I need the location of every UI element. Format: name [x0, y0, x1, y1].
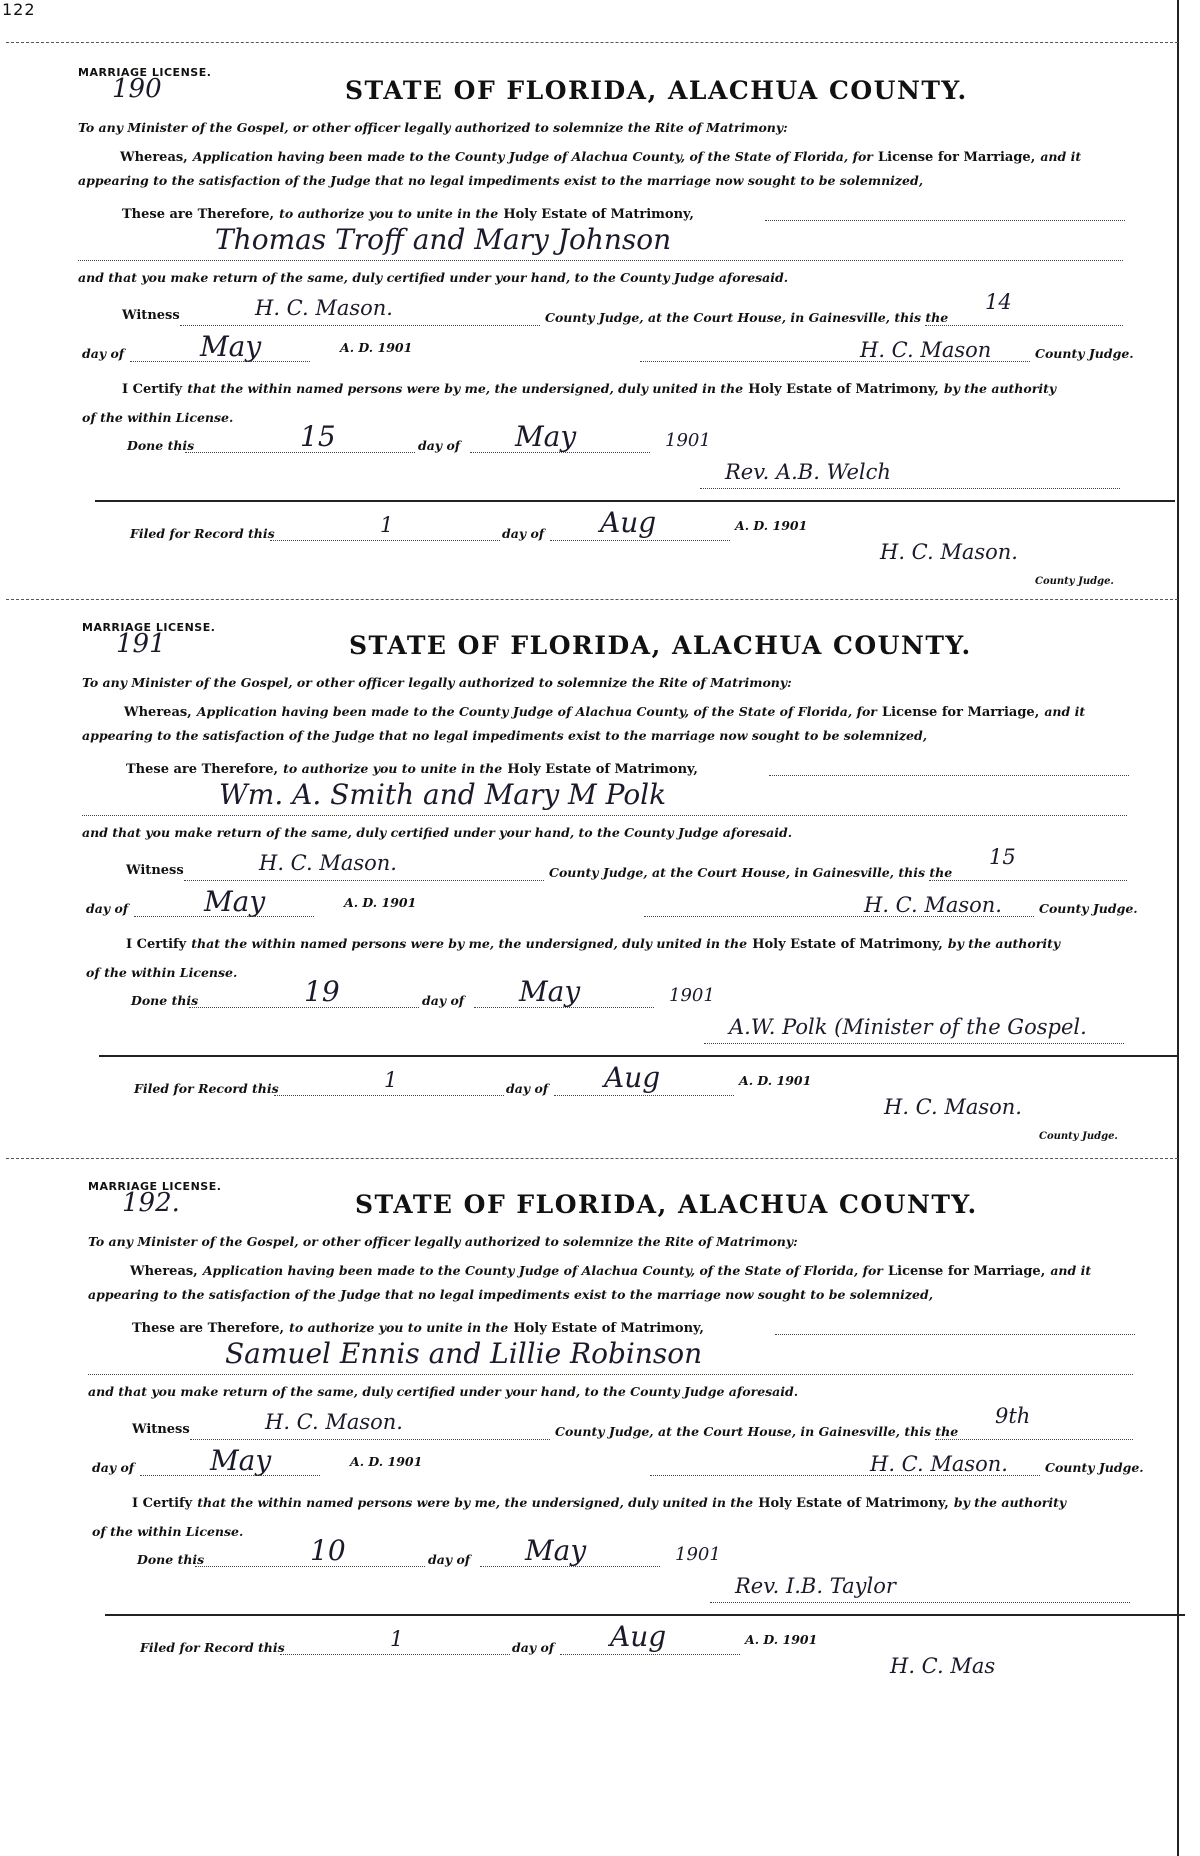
license-header-label: MARRIAGE LICENSE.	[82, 621, 216, 634]
holy-estate-2: Holy Estate of Matrimony,	[748, 382, 939, 397]
names-line	[78, 260, 1123, 261]
address-line: To any Minister of the Gospel, or other officer legally authorized to solemnize the Rite of Matrimony:	[88, 1234, 798, 1249]
license-header-label: MARRIAGE LICENSE.	[78, 66, 212, 79]
address-line: To any Minister of the Gospel, or other officer legally authorized to solemnize the Rite of Matrimony:	[78, 120, 788, 135]
of-within-license: of the within License.	[92, 1524, 244, 1539]
certify-word: I Certify	[132, 1496, 193, 1511]
county-judge-court: County Judge, at the Court House, in Gainesville, this the	[545, 310, 949, 325]
filed-day: 1	[384, 1068, 398, 1092]
certify-text: that the within named persons were by me, the undersigned, duly united in the	[191, 936, 748, 951]
license-number: 191	[116, 629, 166, 659]
done-year: 1901	[675, 1544, 721, 1565]
appearing-line: appearing to the satisfaction of the Judge that no legal impediments exist to the marriage now sought to be solemnized,	[82, 728, 928, 743]
filed-label: Filed for Record this	[130, 526, 275, 541]
license-title: STATE OF FLORIDA, ALACHUA COUNTY.	[349, 631, 972, 660]
and-it: and it	[1050, 1263, 1092, 1278]
done-day-of: day of	[428, 1552, 471, 1567]
judge-sig-line	[650, 1475, 1040, 1476]
done-day: 10	[310, 1534, 346, 1567]
judge-signature: H. C. Mason.	[870, 1452, 1008, 1476]
license-number: 192.	[122, 1188, 180, 1218]
filed-day-of: day of	[502, 526, 545, 541]
filed-month: Aug	[610, 1620, 667, 1653]
judge-signature: H. C. Mason.	[864, 893, 1002, 917]
certify-text: that the within named persons were by me, the undersigned, duly united in the	[197, 1495, 754, 1510]
done-year: 1901	[669, 985, 715, 1006]
license-month: May	[200, 330, 262, 363]
day-of-label: day of	[86, 901, 129, 916]
judge-signature: H. C. Mason	[860, 338, 992, 362]
holy-estate-2: Holy Estate of Matrimony,	[752, 937, 943, 952]
couple-names: Thomas Troff and Mary Johnson	[215, 223, 672, 256]
month-line	[140, 1475, 320, 1476]
day-line	[935, 1439, 1133, 1440]
filed-label: Filed for Record this	[140, 1640, 285, 1655]
ad-year: A. D. 1901	[350, 1454, 423, 1469]
return-line: and that you make return of the same, duly certified under your hand, to the County Judge aforesaid.	[82, 825, 793, 840]
license-title: STATE OF FLORIDA, ALACHUA COUNTY.	[345, 76, 968, 105]
filed-day-of: day of	[506, 1081, 549, 1096]
filed-county-judge: County Judge.	[1039, 1131, 1118, 1142]
appearing-line: appearing to the satisfaction of the Judge that no legal impediments exist to the marriage now sought to be solemnized,	[88, 1287, 934, 1302]
filed-day: 1	[390, 1627, 404, 1651]
day-of-label: day of	[92, 1460, 135, 1475]
certify-line	[132, 1492, 1066, 1511]
names-line	[82, 815, 1127, 816]
authorize-line	[132, 1317, 704, 1336]
license-for-marriage: License for Marriage,	[881, 705, 1040, 720]
witness-label: Witness	[122, 308, 180, 323]
filed-separator	[99, 1055, 1179, 1057]
filed-month-line	[550, 540, 730, 541]
authorize-text: to authorize you to unite in the	[289, 1320, 509, 1335]
holy-estate: Holy Estate of Matrimony,	[513, 1321, 704, 1336]
couple-names: Wm. A. Smith and Mary M Polk	[219, 778, 667, 811]
filed-separator	[105, 1614, 1185, 1616]
day-number: 9th	[995, 1404, 1031, 1428]
authorize-line	[126, 758, 698, 777]
of-within-license: of the within License.	[82, 410, 234, 425]
certify-line	[126, 933, 1060, 952]
whereas-line	[120, 146, 1081, 165]
whereas-line	[124, 701, 1085, 720]
officiant-line	[700, 488, 1120, 489]
filed-day-line	[280, 1654, 510, 1655]
month-line	[134, 916, 314, 917]
done-day-of: day of	[418, 438, 461, 453]
done-day: 15	[300, 420, 336, 453]
day-number: 14	[985, 290, 1012, 314]
done-this-label: Done this	[137, 1552, 205, 1567]
marriage-license	[4, 603, 1200, 1199]
these-are-therefore: These are Therefore,	[132, 1321, 285, 1336]
license-number: 190	[112, 74, 162, 104]
whereas-word: Whereas,	[130, 1264, 198, 1279]
filed-day-of: day of	[512, 1640, 555, 1655]
filed-signature: H. C. Mason.	[884, 1095, 1022, 1119]
return-line: and that you make return of the same, duly certified under your hand, to the County Judge aforesaid.	[78, 270, 789, 285]
officiant-line	[704, 1043, 1124, 1044]
day-line	[929, 880, 1127, 881]
done-month: May	[519, 975, 581, 1008]
certify-text: that the within named persons were by me, the undersigned, duly united in the	[187, 381, 744, 396]
witness-name: H. C. Mason.	[255, 296, 393, 320]
certify-word: I Certify	[126, 937, 187, 952]
filed-ad: A. D. 1901	[735, 518, 808, 533]
filed-day-line	[270, 540, 500, 541]
judge-sig-line	[640, 361, 1030, 362]
couple-names: Samuel Ennis and Lillie Robinson	[225, 1337, 703, 1370]
certify-line	[122, 378, 1056, 397]
witness-label: Witness	[132, 1422, 190, 1437]
filed-county-judge: County Judge.	[1035, 576, 1114, 587]
authorize-fill-line	[765, 220, 1125, 221]
done-this-label: Done this	[127, 438, 195, 453]
holy-estate: Holy Estate of Matrimony,	[507, 762, 698, 777]
done-year: 1901	[665, 430, 711, 451]
whereas-text: Application having been made to the County Judge of Alachua County, of the State of Florida, for	[202, 1263, 883, 1278]
these-are-therefore: These are Therefore,	[122, 207, 275, 222]
whereas-text: Application having been made to the County Judge of Alachua County, of the State of Florida, for	[196, 704, 877, 719]
holy-estate: Holy Estate of Matrimony,	[503, 207, 694, 222]
return-line: and that you make return of the same, duly certified under your hand, to the County Judge aforesaid.	[88, 1384, 799, 1399]
ad-year: A. D. 1901	[340, 340, 413, 355]
page-number: 122	[2, 0, 36, 19]
witness-name: H. C. Mason.	[259, 851, 397, 875]
authorize-text: to authorize you to unite in the	[279, 206, 499, 221]
witness-label: Witness	[126, 863, 184, 878]
done-day-of: day of	[422, 993, 465, 1008]
marriage-license	[0, 48, 1200, 644]
county-judge-label: County Judge.	[1045, 1460, 1144, 1475]
appearing-line: appearing to the satisfaction of the Judge that no legal impediments exist to the marriage now sought to be solemnized,	[78, 173, 924, 188]
ad-year: A. D. 1901	[344, 895, 417, 910]
whereas-word: Whereas,	[124, 705, 192, 720]
filed-month: Aug	[600, 506, 657, 539]
day-line	[925, 325, 1123, 326]
officiant-line	[710, 1602, 1130, 1603]
done-this-label: Done this	[131, 993, 199, 1008]
done-month-line	[470, 452, 650, 453]
witness-line	[184, 880, 544, 881]
address-line: To any Minister of the Gospel, or other officer legally authorized to solemnize the Rite of Matrimony:	[82, 675, 792, 690]
done-day-line	[185, 452, 415, 453]
and-it: and it	[1040, 149, 1082, 164]
whereas-line	[130, 1260, 1091, 1279]
county-judge-court: County Judge, at the Court House, in Gainesville, this the	[549, 865, 953, 880]
authorize-text: to authorize you to unite in the	[283, 761, 503, 776]
filed-signature: H. C. Mas	[890, 1654, 996, 1678]
officiant-signature: Rev. A.B. Welch	[725, 460, 891, 484]
filed-month-line	[554, 1095, 734, 1096]
officiant-signature: A.W. Polk (Minister of the Gospel.	[729, 1015, 1087, 1039]
authorize-line	[122, 203, 694, 222]
license-for-marriage: License for Marriage,	[887, 1264, 1046, 1279]
day-of-label: day of	[82, 346, 125, 361]
by-authority: by the authority	[943, 381, 1057, 396]
done-month: May	[515, 420, 577, 453]
authorize-fill-line	[775, 1334, 1135, 1335]
filed-signature: H. C. Mason.	[880, 540, 1018, 564]
license-title: STATE OF FLORIDA, ALACHUA COUNTY.	[355, 1190, 978, 1219]
these-are-therefore: These are Therefore,	[126, 762, 279, 777]
month-line	[130, 361, 310, 362]
done-month: May	[525, 1534, 587, 1567]
names-line	[88, 1374, 1133, 1375]
day-number: 15	[989, 845, 1016, 869]
county-judge-court: County Judge, at the Court House, in Gainesville, this the	[555, 1424, 959, 1439]
done-month-line	[474, 1007, 654, 1008]
whereas-word: Whereas,	[120, 150, 188, 165]
filed-month-line	[560, 1654, 740, 1655]
filed-day-line	[274, 1095, 504, 1096]
license-for-marriage: License for Marriage,	[877, 150, 1036, 165]
and-it: and it	[1044, 704, 1086, 719]
license-month: May	[210, 1444, 272, 1477]
county-judge-label: County Judge.	[1039, 901, 1138, 916]
done-day-line	[189, 1007, 419, 1008]
witness-name: H. C. Mason.	[265, 1410, 403, 1434]
filed-separator	[95, 500, 1175, 502]
holy-estate-2: Holy Estate of Matrimony,	[758, 1496, 949, 1511]
of-within-license: of the within License.	[86, 965, 238, 980]
county-judge-label: County Judge.	[1035, 346, 1134, 361]
page-top-rule	[6, 42, 1178, 43]
filed-label: Filed for Record this	[134, 1081, 279, 1096]
filed-month: Aug	[604, 1061, 661, 1094]
marriage-license	[10, 1162, 1200, 1758]
license-divider	[6, 1158, 1178, 1159]
authorize-fill-line	[769, 775, 1129, 776]
certify-word: I Certify	[122, 382, 183, 397]
filed-ad: A. D. 1901	[739, 1073, 812, 1088]
done-day: 19	[304, 975, 340, 1008]
by-authority: by the authority	[953, 1495, 1067, 1510]
witness-line	[180, 325, 540, 326]
by-authority: by the authority	[947, 936, 1061, 951]
whereas-text: Application having been made to the County Judge of Alachua County, of the State of Florida, for	[192, 149, 873, 164]
officiant-signature: Rev. I.B. Taylor	[735, 1574, 896, 1598]
done-month-line	[480, 1566, 660, 1567]
license-month: May	[204, 885, 266, 918]
filed-day: 1	[380, 513, 394, 537]
license-divider	[6, 599, 1178, 600]
witness-line	[190, 1439, 550, 1440]
judge-sig-line	[644, 916, 1034, 917]
filed-ad: A. D. 1901	[745, 1632, 818, 1647]
done-day-line	[195, 1566, 425, 1567]
license-header-label: MARRIAGE LICENSE.	[88, 1180, 222, 1193]
